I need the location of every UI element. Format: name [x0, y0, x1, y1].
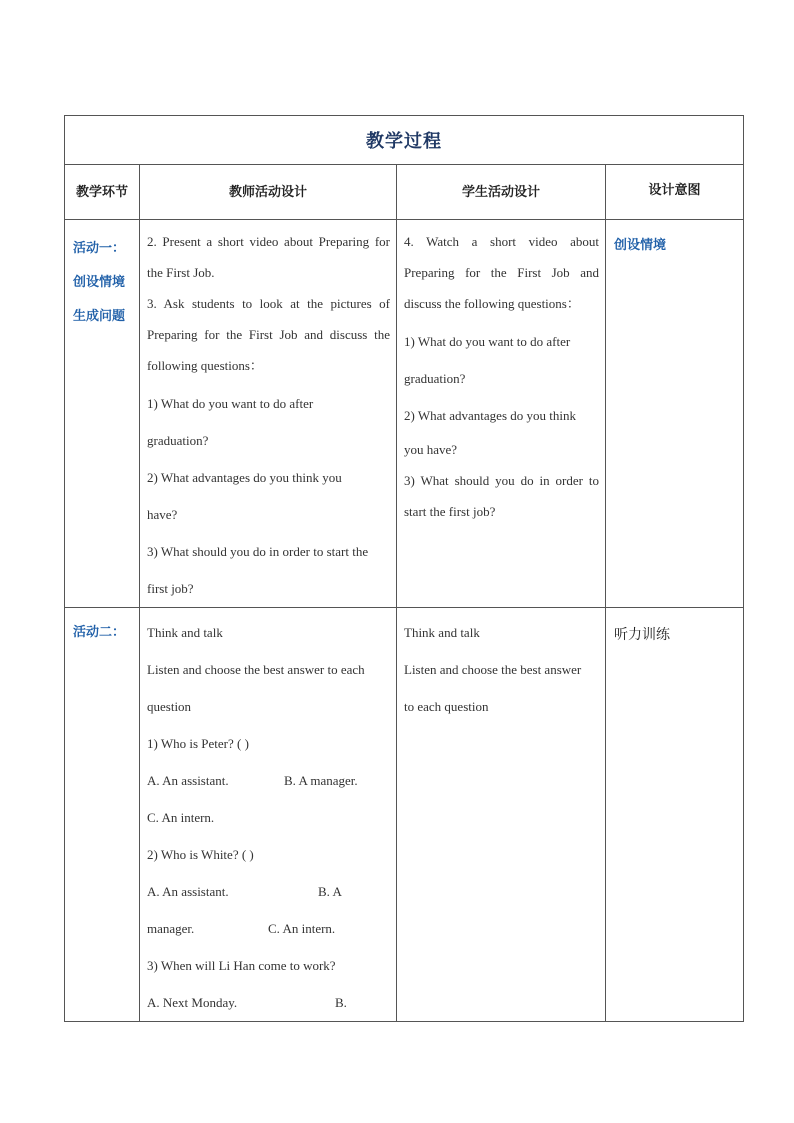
teacher-activity-cell	[140, 220, 397, 608]
teacher-text-line	[147, 762, 390, 799]
header-label: 学生活动设计	[461, 185, 540, 200]
teacher-text: graduation?	[147, 433, 209, 448]
teacher-text: 2) Who is White? ( )	[147, 847, 254, 862]
student-text: Listen and choose the best answer	[404, 662, 582, 677]
teacher-text: 1) What do you want to do after	[147, 396, 314, 411]
teacher-text: 1) Who is Peter? ( )	[147, 736, 249, 751]
teacher-text-line	[147, 984, 390, 1021]
option-text: manager.	[147, 921, 195, 936]
student-activity-cell	[397, 608, 606, 1022]
teacher-text: 2) What advantages do you think you	[147, 470, 342, 485]
student-text: graduation?	[404, 371, 466, 386]
teacher-text: 3. Ask students to look at the pictures of Preparing for the First Job and discuss the following questions：	[147, 296, 390, 373]
intent-label: 创设情境	[614, 238, 667, 253]
header-label: 设计意图	[648, 183, 701, 198]
student-text: to each question	[404, 699, 489, 714]
teacher-text-line	[147, 873, 390, 910]
stage-label: 生成问题	[73, 309, 126, 324]
teacher-text: 2. Present a short video about Preparing for the First Job.	[147, 234, 390, 280]
header-stage	[65, 165, 140, 220]
option-text: B. A manager.	[284, 773, 358, 788]
teacher-text-line	[147, 910, 390, 947]
option-text: B.	[335, 995, 347, 1010]
option-text: B. A	[318, 884, 342, 899]
option-text: A. Next Monday.	[147, 995, 238, 1010]
teacher-text: question	[147, 699, 192, 714]
student-text: Think and talk	[404, 625, 480, 640]
intent-cell	[606, 608, 744, 1022]
header-intent	[606, 165, 744, 220]
teacher-text: 3) When will Li Han come to work?	[147, 958, 336, 973]
stage-label: 活动二：	[73, 625, 126, 640]
teacher-text: 3) What should you do in order to start the	[147, 544, 369, 559]
student-text: 2) What advantages do you think	[404, 408, 576, 423]
teacher-activity-cell	[140, 608, 397, 1022]
option-text: A. An assistant.	[147, 773, 229, 788]
table-row	[65, 220, 744, 608]
teacher-text: first job?	[147, 581, 194, 596]
student-text: 1) What do you want to do after	[404, 334, 571, 349]
student-text: 3) What should you do in order to start the first job?	[404, 473, 599, 519]
teacher-text: C. An intern.	[147, 810, 215, 825]
teacher-text: Listen and choose the best answer to each	[147, 662, 365, 677]
stage-label: 活动一：	[73, 241, 126, 256]
stage-label: 创设情境	[73, 275, 126, 290]
student-activity-cell	[397, 220, 606, 608]
intent-cell	[606, 220, 744, 608]
option-text: A. An assistant.	[147, 884, 229, 899]
lesson-process-table	[64, 115, 744, 1022]
teacher-text: Think and talk	[147, 625, 223, 640]
student-text: 4. Watch a short video about Preparing for the First Job and discuss the following questions：	[404, 234, 599, 311]
header-label: 教师活动设计	[228, 185, 307, 200]
intent-label: 听力训练	[614, 627, 670, 643]
stage-cell	[65, 608, 140, 1022]
option-text: C. An intern.	[268, 921, 336, 936]
header-label: 教学环节	[75, 185, 128, 200]
table-row	[65, 608, 744, 1022]
title-cell	[65, 116, 744, 165]
header-teacher	[140, 165, 397, 220]
teacher-text: have?	[147, 507, 178, 522]
page-title: 教学过程	[366, 131, 442, 152]
header-student	[397, 165, 606, 220]
stage-cell	[65, 220, 140, 608]
student-text: you have?	[404, 442, 458, 457]
